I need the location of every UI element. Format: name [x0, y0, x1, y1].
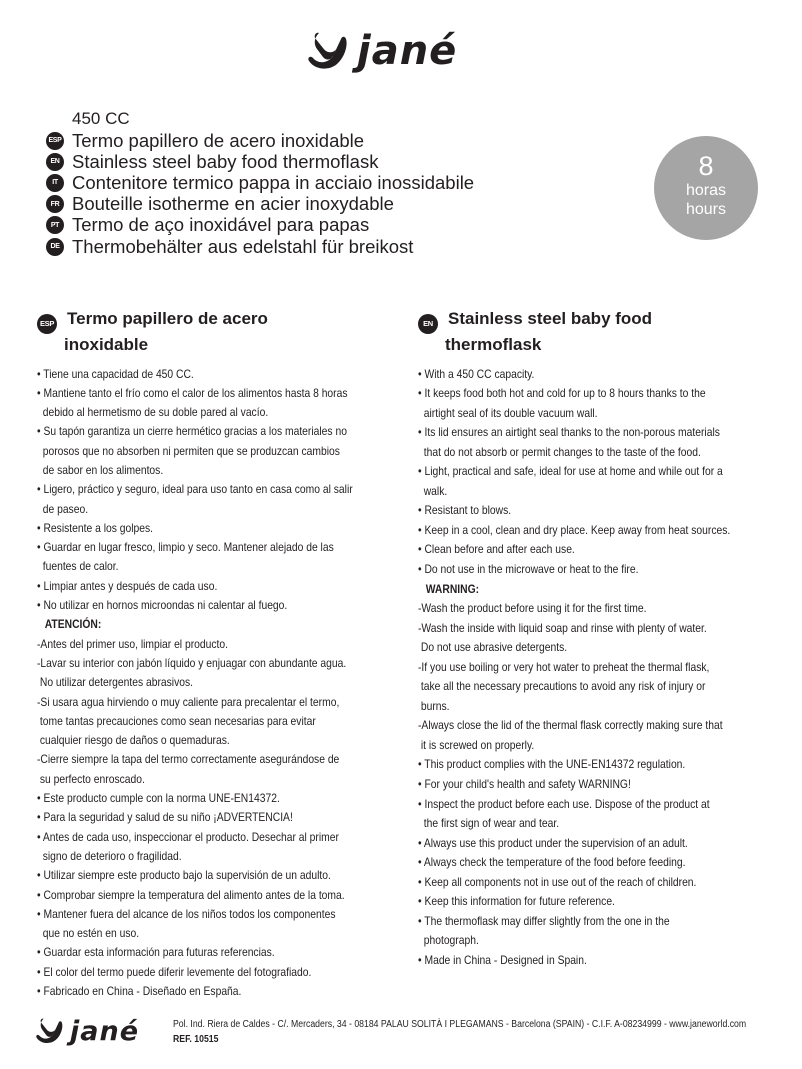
text-line: que no estén en uso. — [37, 926, 140, 941]
hours-label-en: hours — [685, 201, 727, 218]
text-line: • Guardar esta información para futuras referencias. — [37, 945, 275, 960]
text-line: • For your child's health and safety WARNING! — [418, 776, 631, 791]
text-line: -Always close the lid of the thermal flask correctly making sure that — [418, 718, 723, 733]
text-line: • No utilizar en hornos microondas ni calentar al fuego. — [37, 598, 288, 613]
text-line: No utilizar detergentes abrasivos. — [37, 675, 194, 690]
text-line: su perfecto enroscado. — [37, 771, 145, 786]
text-line: de sabor en los alimentos. — [37, 462, 164, 477]
text-line: walk. — [418, 483, 448, 498]
brand-wordmark: jané — [70, 1015, 140, 1047]
text-line: Do not use abrasive detergents. — [418, 640, 568, 655]
text-line: • Mantener fuera del alcance de los niños todos los componentes — [37, 906, 336, 921]
jane-logo-icon — [34, 1016, 64, 1046]
text-line: • Always check the temperature of the food before feeding. — [418, 855, 686, 870]
text-line: • Antes de cada uso, inspeccionar el producto. Desechar al primer — [37, 829, 339, 844]
text-line: • Ligero, práctico y seguro, ideal para uso tanto en casa como al salir — [37, 482, 353, 497]
text-line: cualquier riesgo de daños o quemaduras. — [37, 733, 230, 748]
text-line: debido al hermetismo de su doble pared al vacío. — [37, 405, 269, 420]
capacity-label: 450 CC — [72, 109, 130, 128]
text-line: tome tantas precauciones como sean necesarias para evitar — [37, 713, 316, 728]
product-name-list — [46, 130, 474, 257]
spanish-section — [37, 308, 407, 1001]
text-line: • Inspect the product before each use. Dispose of the product at — [418, 796, 710, 811]
text-line: • Light, practical and safe, ideal for use at home and while out for a — [418, 464, 723, 479]
text-line: • Mantiene tanto el frío como el calor de los alimentos hasta 8 horas — [37, 385, 348, 400]
text-line: -Wash the inside with liquid soap and rinse with plenty of water. — [418, 620, 707, 635]
text-line: • Always use this product under the supervision of an adult. — [418, 835, 688, 850]
text-line: airtight seal of its double vacuum wall. — [418, 405, 598, 420]
text-line: • Limpiar antes y después de cada uso. — [37, 578, 218, 593]
text-line: • Para la seguridad y salud de su niño ¡ADVERTENCIA! — [37, 810, 293, 825]
text-line: • Este producto cumple con la norma UNE-EN14372. — [37, 791, 280, 806]
section-body — [418, 365, 779, 971]
section-title: ESP Termo papillero de acero inoxidable — [37, 308, 407, 355]
text-line: -If you use boiling or very hot water to preheat the thermal flask, — [418, 659, 710, 674]
text-line: • With a 450 CC capacity. — [418, 366, 535, 381]
product-name-it: IT Contenitore termico pappa in acciaio inossidabile — [46, 172, 474, 193]
brand-logo-top — [305, 28, 457, 74]
text-line: • Su tapón garantiza un cierre hermético gracias a los materiales no — [37, 424, 347, 439]
text-line: • Keep all components not in use out of the reach of children. — [418, 874, 697, 889]
language-badge-icon: EN — [418, 314, 438, 334]
company-address: Pol. Ind. Riera de Caldes - C/. Mercaders, 34 - 08184 PALAU SOLITÀ I PLEGAMANS - Barcelona (SPAIN) - C.I.F. A-08234999 - www.janeworld.com REF. 10515 — [173, 1019, 747, 1045]
text-line: • Tiene una capacidad de 450 CC. — [37, 366, 194, 381]
text-line: • It keeps food both hot and cold for up to 8 hours thanks to the — [418, 386, 706, 401]
text-line: • The thermoflask may differ slightly from the one in the — [418, 913, 670, 928]
text-line: take all the necessary precautions to avoid any risk of injury or — [418, 679, 706, 694]
product-name-fr: FR Bouteille isotherme en acier inoxydable — [46, 194, 474, 215]
text-line: it is screwed on properly. — [418, 737, 535, 752]
hours-badge — [654, 136, 758, 240]
text-line: that do not absorb or permit changes to the taste of the food. — [418, 444, 701, 459]
product-name-en: EN Stainless steel baby food thermoflask — [46, 151, 474, 172]
text-line: -Si usara agua hirviendo o muy caliente para precalentar el termo, — [37, 694, 340, 709]
section-body — [37, 365, 415, 1002]
text-line: signo de deterioro o fragilidad. — [37, 848, 182, 863]
footer — [34, 1014, 774, 1050]
text-line: -Antes del primer uso, limpiar el producto. — [37, 636, 229, 651]
text-line: • This product complies with the UNE-EN14372 regulation. — [418, 757, 686, 772]
text-line: -Wash the product before using it for the first time. — [418, 601, 647, 616]
text-line: • Utilizar siempre este producto bajo la supervisión de un adulto. — [37, 868, 331, 883]
text-line: -Cierre siempre la tapa del termo correctamente asegurándose de — [37, 752, 340, 767]
product-reference: REF. 10515 — [173, 1034, 219, 1045]
text-line: • Keep this information for future reference. — [418, 894, 615, 909]
text-line: photograph. — [418, 933, 479, 948]
jane-logo-icon — [305, 29, 349, 73]
text-line: • Made in China - Designed in Spain. — [418, 952, 587, 967]
text-line: • El color del termo puede diferir levemente del fotografiado. — [37, 964, 312, 979]
language-badge-icon: DE — [46, 238, 64, 256]
text-line: burns. — [418, 698, 450, 713]
text-line: • Its lid ensures an airtight seal thanks to the non-porous materials — [418, 425, 720, 440]
text-line: • Keep in a cool, clean and dry place. Keep away from heat sources. — [418, 522, 731, 537]
hours-label-es: horas — [685, 182, 727, 199]
text-line: porosos que no absorben ni permiten que se produzcan cambios — [37, 443, 340, 458]
text-line: • Do not use in the microwave or heat to the fire. — [418, 561, 639, 576]
language-badge-icon: ESP — [46, 132, 64, 150]
language-badge-icon: PT — [46, 216, 64, 234]
text-line: -Lavar su interior con jabón líquido y enjuagar con abundante agua. — [37, 655, 347, 670]
product-name-de: DE Thermobehälter aus edelstahl für breikost — [46, 236, 474, 257]
text-line: • Fabricado en China - Diseñado en España. — [37, 984, 242, 998]
language-badge-icon: ESP — [37, 314, 57, 334]
text-line: the first sign of wear and tear. — [418, 816, 560, 831]
text-line: WARNING: — [425, 581, 480, 596]
language-badge-icon: FR — [46, 195, 64, 213]
product-name-pt: PT Termo de aço inoxidável para papas — [46, 215, 474, 236]
english-section — [418, 308, 778, 970]
language-badge-icon: IT — [46, 174, 64, 192]
text-line: • Comprobar siempre la temperatura del alimento antes de la toma. — [37, 887, 345, 902]
section-title: EN Stainless steel baby food thermoflask — [418, 308, 778, 355]
text-line: • Resistente a los golpes. — [37, 520, 154, 535]
brand-logo-bottom — [34, 1016, 139, 1046]
text-line: de paseo. — [37, 501, 89, 516]
language-badge-icon: EN — [46, 153, 64, 171]
text-line: • Clean before and after each use. — [418, 542, 575, 557]
text-line: fuentes de calor. — [37, 559, 119, 574]
text-line: ATENCIÓN: — [44, 617, 102, 632]
hours-number: 8 — [698, 151, 714, 181]
product-name-es: ESP Termo papillero de acero inoxidable — [46, 130, 474, 151]
brand-wordmark: jané — [357, 28, 458, 74]
text-line: • Resistant to blows. — [418, 503, 512, 518]
text-line: • Guardar en lugar fresco, limpio y seco. Mantener alejado de las — [37, 540, 334, 555]
